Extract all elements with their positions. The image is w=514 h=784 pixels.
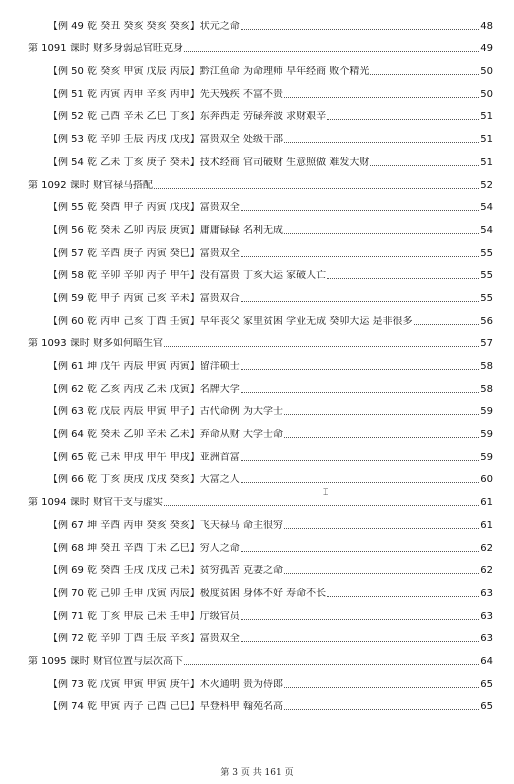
toc-dot-leader — [241, 460, 479, 461]
toc-example-entry[interactable] — [28, 555, 493, 578]
toc-entry-title: 【例 59 乾 甲子 丙寅 己亥 辛未】富贵双合 — [48, 292, 240, 304]
toc-entry-title: 第 1094 课时 财官干支与虚实 — [28, 497, 163, 509]
toc-dot-leader — [241, 369, 479, 370]
toc-page-number: 54 — [480, 224, 493, 236]
toc-page-number: 59 — [480, 429, 493, 441]
toc-page-number: 65 — [480, 678, 493, 690]
toc-page-number: 61 — [480, 519, 493, 531]
toc-dot-leader — [241, 301, 479, 302]
toc-dot-leader — [164, 346, 479, 347]
toc-entry-title: 第 1092 课时 财官禄马搭配 — [28, 179, 153, 191]
toc-page-number: 51 — [480, 111, 493, 123]
toc-page-number: 64 — [480, 655, 493, 667]
toc-entry-title: 【例 55 乾 癸酉 甲子 丙寅 戊戌】富贵双全 — [48, 202, 240, 214]
toc-dot-leader — [284, 528, 479, 529]
text-cursor-icon: ⌶ — [323, 488, 329, 498]
toc-entry-title: 【例 51 乾 丙寅 丙申 辛亥 丙申】先天残疾 不富不贵 — [48, 88, 283, 100]
toc-page-number: 62 — [480, 542, 493, 554]
toc-entry-title: 【例 58 乾 辛卯 辛卯 丙子 甲午】没有富贵 丁亥大运 家破人亡 — [48, 270, 327, 282]
toc-page-number: 54 — [480, 202, 493, 214]
toc-example-entry[interactable] — [28, 10, 493, 33]
toc-page-number: 55 — [480, 292, 493, 304]
toc-chapter-entry[interactable] — [28, 169, 493, 192]
toc-example-entry[interactable] — [28, 396, 493, 419]
toc-entry-title: 【例 54 乾 乙未 丁亥 庚子 癸未】技术经商 官司破财 生意照做 难发大财 — [48, 156, 370, 168]
toc-chapter-entry[interactable] — [28, 486, 493, 509]
table-of-contents — [28, 10, 493, 713]
toc-entry-title: 【例 73 乾 戊寅 甲寅 甲寅 庚午】木火通明 贵为侍郎 — [48, 678, 283, 690]
toc-example-entry[interactable] — [28, 123, 493, 146]
toc-example-entry[interactable] — [28, 146, 493, 169]
toc-entry-title: 【例 56 乾 癸未 乙卯 丙辰 庚寅】庸庸碌碌 名利无成 — [48, 224, 283, 236]
toc-example-entry[interactable] — [28, 509, 493, 532]
toc-entry-title: 【例 63 乾 戊辰 丙辰 甲寅 甲子】古代命例 为大学士 — [48, 406, 283, 418]
toc-entry-title: 第 1091 课时 财多身弱忌官旺克身 — [28, 43, 183, 55]
toc-example-entry[interactable] — [28, 441, 493, 464]
toc-page-number: 59 — [480, 451, 493, 463]
toc-entry-title: 【例 69 乾 癸酉 壬戌 戊戌 己未】贫穷孤苦 克妻之命 — [48, 565, 283, 577]
toc-dot-leader — [284, 687, 479, 688]
page-footer: 第 3 页 共 161 页 — [220, 768, 294, 778]
toc-dot-leader — [241, 256, 479, 257]
toc-dot-leader — [284, 573, 479, 574]
toc-entry-title: 【例 60 乾 丙申 己亥 丁酉 壬寅】早年丧父 家里贫困 学业无成 癸卯大运 是非很多 — [48, 315, 413, 327]
toc-page-number: 51 — [480, 156, 493, 168]
toc-page-number: 50 — [480, 66, 493, 78]
toc-page-number: 56 — [480, 315, 493, 327]
toc-dot-leader — [241, 29, 479, 30]
toc-page-number: 49 — [480, 43, 493, 55]
toc-page-number: 60 — [480, 474, 493, 486]
toc-entry-title: 【例 49 乾 癸丑 癸亥 癸亥 癸亥】状元之命 — [48, 20, 240, 32]
toc-chapter-entry[interactable] — [28, 645, 493, 668]
toc-entry-title: 【例 65 乾 己未 甲戌 甲午 甲戌】亚洲首富 — [48, 451, 240, 463]
toc-example-entry[interactable] — [28, 600, 493, 623]
toc-page-number: 57 — [480, 338, 493, 350]
toc-dot-leader — [154, 188, 479, 189]
toc-dot-leader — [164, 505, 479, 506]
toc-example-entry[interactable] — [28, 237, 493, 260]
toc-example-entry[interactable] — [28, 350, 493, 373]
toc-example-entry[interactable] — [28, 623, 493, 646]
toc-dot-leader — [184, 51, 479, 52]
toc-dot-leader — [241, 551, 479, 552]
toc-entry-title: 【例 53 乾 辛卯 壬辰 丙戌 戊戌】富贵双全 处级干部 — [48, 134, 283, 146]
toc-dot-leader — [241, 482, 479, 483]
toc-entry-title: 【例 67 坤 辛酉 丙申 癸亥 癸亥】飞天禄马 命主很穷 — [48, 519, 283, 531]
toc-dot-leader — [284, 437, 479, 438]
toc-example-entry[interactable] — [28, 305, 493, 328]
toc-example-entry[interactable] — [28, 101, 493, 124]
toc-page-number: 65 — [480, 701, 493, 713]
toc-entry-title: 【例 62 乾 乙亥 丙戌 乙未 戊寅】名牌大学 — [48, 383, 240, 395]
toc-dot-leader — [327, 596, 479, 597]
toc-dot-leader — [284, 709, 479, 710]
toc-example-entry[interactable] — [28, 282, 493, 305]
toc-dot-leader — [184, 664, 479, 665]
toc-dot-leader — [241, 619, 479, 620]
toc-dot-leader — [327, 278, 479, 279]
toc-entry-title: 【例 61 坤 戊午 丙辰 甲寅 丙寅】留洋硕士 — [48, 361, 240, 372]
toc-entry-title: 【例 68 坤 癸丑 辛酉 丁未 乙巳】穷人之命 — [48, 542, 240, 554]
toc-chapter-entry[interactable] — [28, 33, 493, 56]
toc-page-number: 55 — [480, 247, 493, 259]
toc-page-number: 59 — [480, 406, 493, 418]
toc-entry-title: 【例 70 乾 己卯 壬申 戊寅 丙辰】极度贫困 身体不好 寿命不长 — [48, 587, 327, 599]
toc-example-entry[interactable] — [28, 691, 493, 714]
toc-page-number: 51 — [480, 134, 493, 146]
toc-dot-leader — [284, 414, 479, 415]
toc-dot-leader — [284, 97, 479, 98]
toc-entry-title: 【例 50 乾 癸亥 甲寅 戊辰 丙辰】黔江鱼命 为命理师 早年经商 败个精光 — [48, 66, 370, 78]
toc-example-entry[interactable] — [28, 214, 493, 237]
toc-page-number: 55 — [480, 270, 493, 282]
toc-page-number: 48 — [480, 20, 493, 32]
toc-example-entry[interactable] — [28, 55, 493, 78]
toc-page-number: 62 — [480, 565, 493, 577]
toc-page-number: 63 — [480, 633, 493, 645]
toc-dot-leader — [284, 142, 479, 143]
toc-entry-title: 【例 57 乾 辛酉 庚子 丙寅 癸巳】富贵双全 — [48, 247, 240, 259]
toc-entry-title: 【例 74 乾 甲寅 丙子 己酉 己巳】早登科甲 翰苑名高 — [48, 701, 283, 713]
toc-dot-leader — [284, 233, 479, 234]
toc-dot-leader — [370, 74, 479, 75]
toc-page-number: 52 — [480, 179, 493, 191]
toc-entry-title: 【例 71 乾 丁亥 甲辰 己未 壬申】厅级官员 — [48, 610, 240, 622]
toc-chapter-entry[interactable] — [28, 328, 493, 351]
toc-example-entry[interactable] — [28, 373, 493, 396]
toc-example-entry[interactable] — [28, 464, 493, 487]
toc-dot-leader — [414, 324, 480, 325]
toc-example-entry[interactable] — [28, 418, 493, 441]
toc-dot-leader — [370, 165, 479, 166]
toc-example-entry[interactable] — [28, 192, 493, 215]
toc-page-number: 63 — [480, 610, 493, 622]
toc-example-entry[interactable] — [28, 78, 493, 101]
toc-entry-title: 【例 52 乾 己酉 辛未 乙巳 丁亥】东奔西走 劳碌奔波 求财艰辛 — [48, 111, 327, 123]
toc-example-entry[interactable] — [28, 260, 493, 283]
toc-entry-title: 【例 64 乾 癸未 乙卯 辛未 乙未】弃命从财 大学士命 — [48, 429, 283, 441]
toc-entry-title: 第 1093 课时 财多如何暗生官 — [28, 338, 163, 350]
toc-example-entry[interactable] — [28, 668, 493, 691]
toc-dot-leader — [241, 392, 479, 393]
toc-page-number: 61 — [480, 497, 493, 509]
toc-page-number: 58 — [480, 361, 493, 372]
toc-page-number: 50 — [480, 88, 493, 100]
toc-dot-leader — [327, 119, 479, 120]
toc-dot-leader — [241, 641, 479, 642]
toc-example-entry[interactable] — [28, 577, 493, 600]
toc-page-number: 63 — [480, 587, 493, 599]
toc-page-number: 58 — [480, 383, 493, 395]
toc-entry-title: 第 1095 课时 财官位置与层次高下 — [28, 655, 183, 667]
toc-entry-title: 【例 66 乾 丁亥 庚戌 戊戌 癸亥】大富之人 — [48, 474, 240, 486]
toc-example-entry[interactable] — [28, 532, 493, 555]
toc-entry-title: 【例 72 乾 辛卯 丁酉 壬辰 辛亥】富贵双全 — [48, 633, 240, 645]
toc-dot-leader — [241, 210, 479, 211]
